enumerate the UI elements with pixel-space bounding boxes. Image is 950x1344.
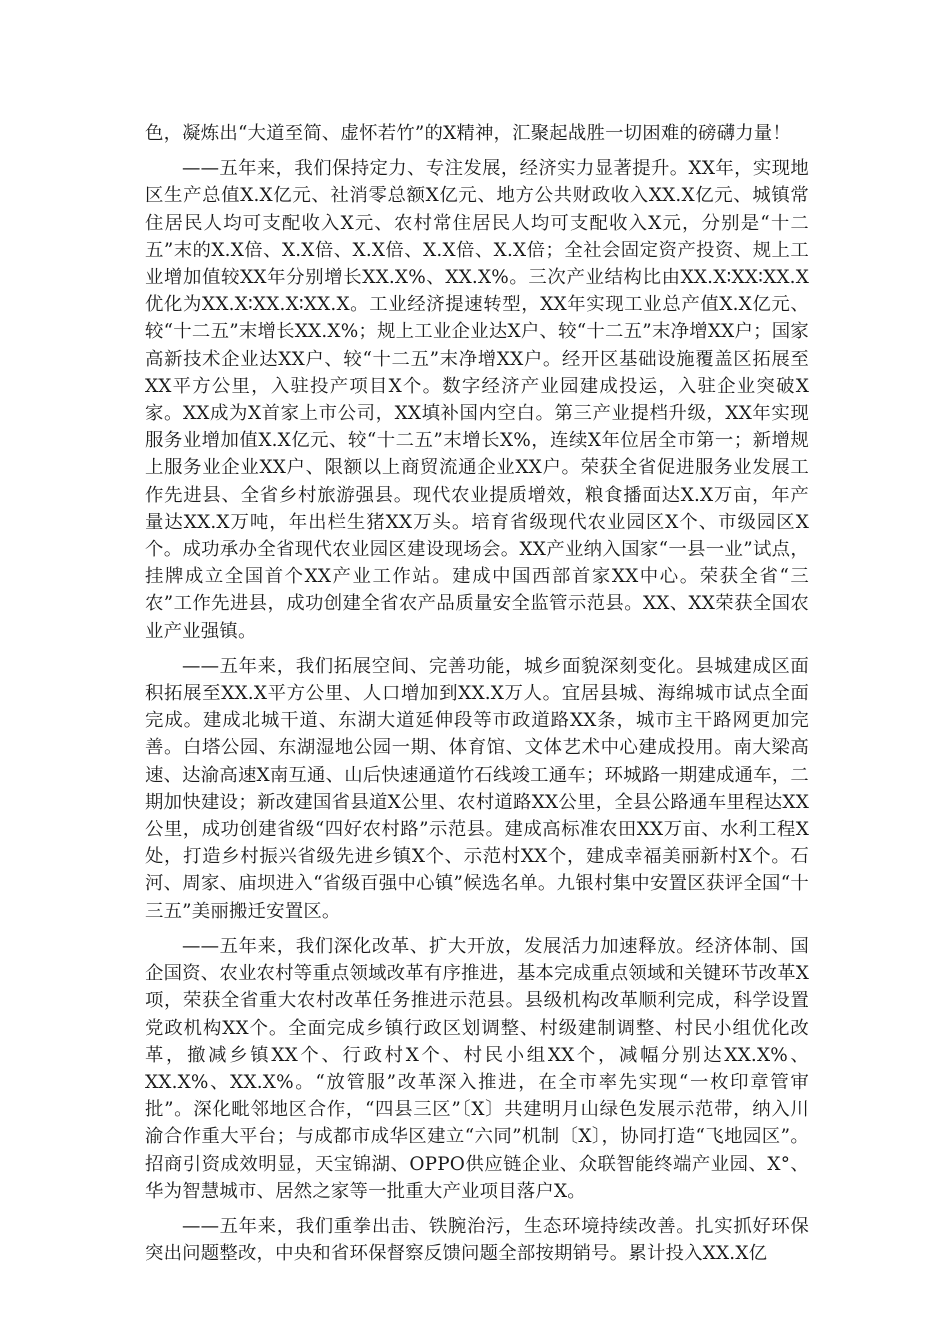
paragraph-3: ——五年来，我们拓展空间、完善功能，城乡面貌深刻变化。县城建成区面积拓展至XX.X平方公里、人口增加到XX.X万人。宜居县城、海绵城市试点全面完成。建成北城干道、东湖大道延伸段等市政道路XX条，城市主干路网更加完善。白塔公园、东湖湿地公园一期、体育馆、文体艺术中心建成投用。南大梁高速、达渝高速X南互通、山后快速通道竹石线竣工通车；环城路一期建成通车，二期加快建设；新改建国省县道X公里、农村道路XX公里，全县公路通车里程达XX公里，成功创建省级“四好农村路”示范县。建成高标准农田XX万亩、水利工程X处，打造乡村振兴省级先进乡镇X个、示范村XX个，建成幸福美丽新村X个。石河、周家、庙坝进入“省级百强中心镇”候选名单。九银村集中安置区获评全国“十三五”美丽搬迁安置区。 bbox=[145, 655, 809, 922]
paragraph-1: 色，凝炼出“大道至简、虚怀若竹”的X精神，汇聚起战胜一切困难的磅礴力量！ bbox=[145, 123, 791, 144]
paragraph-2: ——五年来，我们保持定力、专注发展，经济实力显著提升。XX年，实现地区生产总值X.X亿元、社消零总额X亿元、地方公共财政收入XX.X亿元、城镇常住居民人均可支配收入X元、农村常住居民人均可支配收入X元，分别是“十二五”末的X.X倍、X.X倍、X.X倍、X.X倍、X.X倍；全社会固定资产投资、规上工业增加值较XX年分别增长XX.X%、XX.X%。三次产业结构比由XX.X∶XX∶XX.X优化为XX.X∶XX.X∶XX.X。工业经济提速转型，XX年实现工业总产值X.X亿元、较“十二五”末增长XX.X%；规上工业企业达X户、较“十二五”末净增XX户；国家高新技术企业达XX户、较“十二五”末净增XX户。经开区基础设施覆盖区拓展至XX平方公里，入驻投产项目X个。数字经济产业园建成投运，入驻企业突破X家。XX成为X首家上市公司，XX填补国内空白。第三产业提档升级，XX年实现服务业增加值X.X亿元、较“十二五”末增长X%，连续X年位居全市第一；新增规上服务业企业XX户、限额以上商贸流通企业XX户。荣获全省促进服务业发展工作先进县、全省乡村旅游强县。现代农业提质增效，粮食播面达X.X万亩，年产量达XX.X万吨，年出栏生猪XX万头。培育省级现代农业园区X个、市级园区X个。成功承办全省现代农业园区建设现场会。XX产业纳入国家“一县一业”试点，挂牌成立全国首个XX产业工作站。建成中国西部首家XX中心。荣获全省“三农”工作先进县，成功创建全省农产品质量安全监管示范县。XX、XX荣获全国农业产业强镇。 bbox=[145, 158, 809, 642]
document-body bbox=[145, 120, 809, 1267]
paragraph-5: ——五年来，我们重拳出击、铁腕治污，生态环境持续改善。扎实抓好环保突出问题整改，中央和省环保督察反馈问题全部按期销号。累计投入XX.X亿 bbox=[145, 1215, 809, 1265]
paragraph-4: ——五年来，我们深化改革、扩大开放，发展活力加速释放。经济体制、国企国资、农业农村等重点领域改革有序推进，基本完成重点领域和关键环节改革X项，荣获全省重大农村改革任务推进示范县。县级机构改革顺利完成，科学设置党政机构XX个。全面完成乡镇行政区划调整、村级建制调整、村民小组优化改革，撤减乡镇XX个、行政村X个、村民小组XX个，减幅分别达XX.X%、XX.X%、XX.X%。“放管服”改革深入推进，在全市率先实现“一枚印章管审批”。深化毗邻地区合作，“四县三区”〔X〕共建明月山绿色发展示范带，纳入川渝合作重大平台；与成都市成华区建立“六同”机制〔X〕，协同打造“飞地园区”。招商引资成效明显，天宝锦湖、OPPO供应链企业、众联智能终端产业园、X°、华为智慧城市、居然之家等一批重大产业项目落户X。 bbox=[145, 935, 809, 1202]
